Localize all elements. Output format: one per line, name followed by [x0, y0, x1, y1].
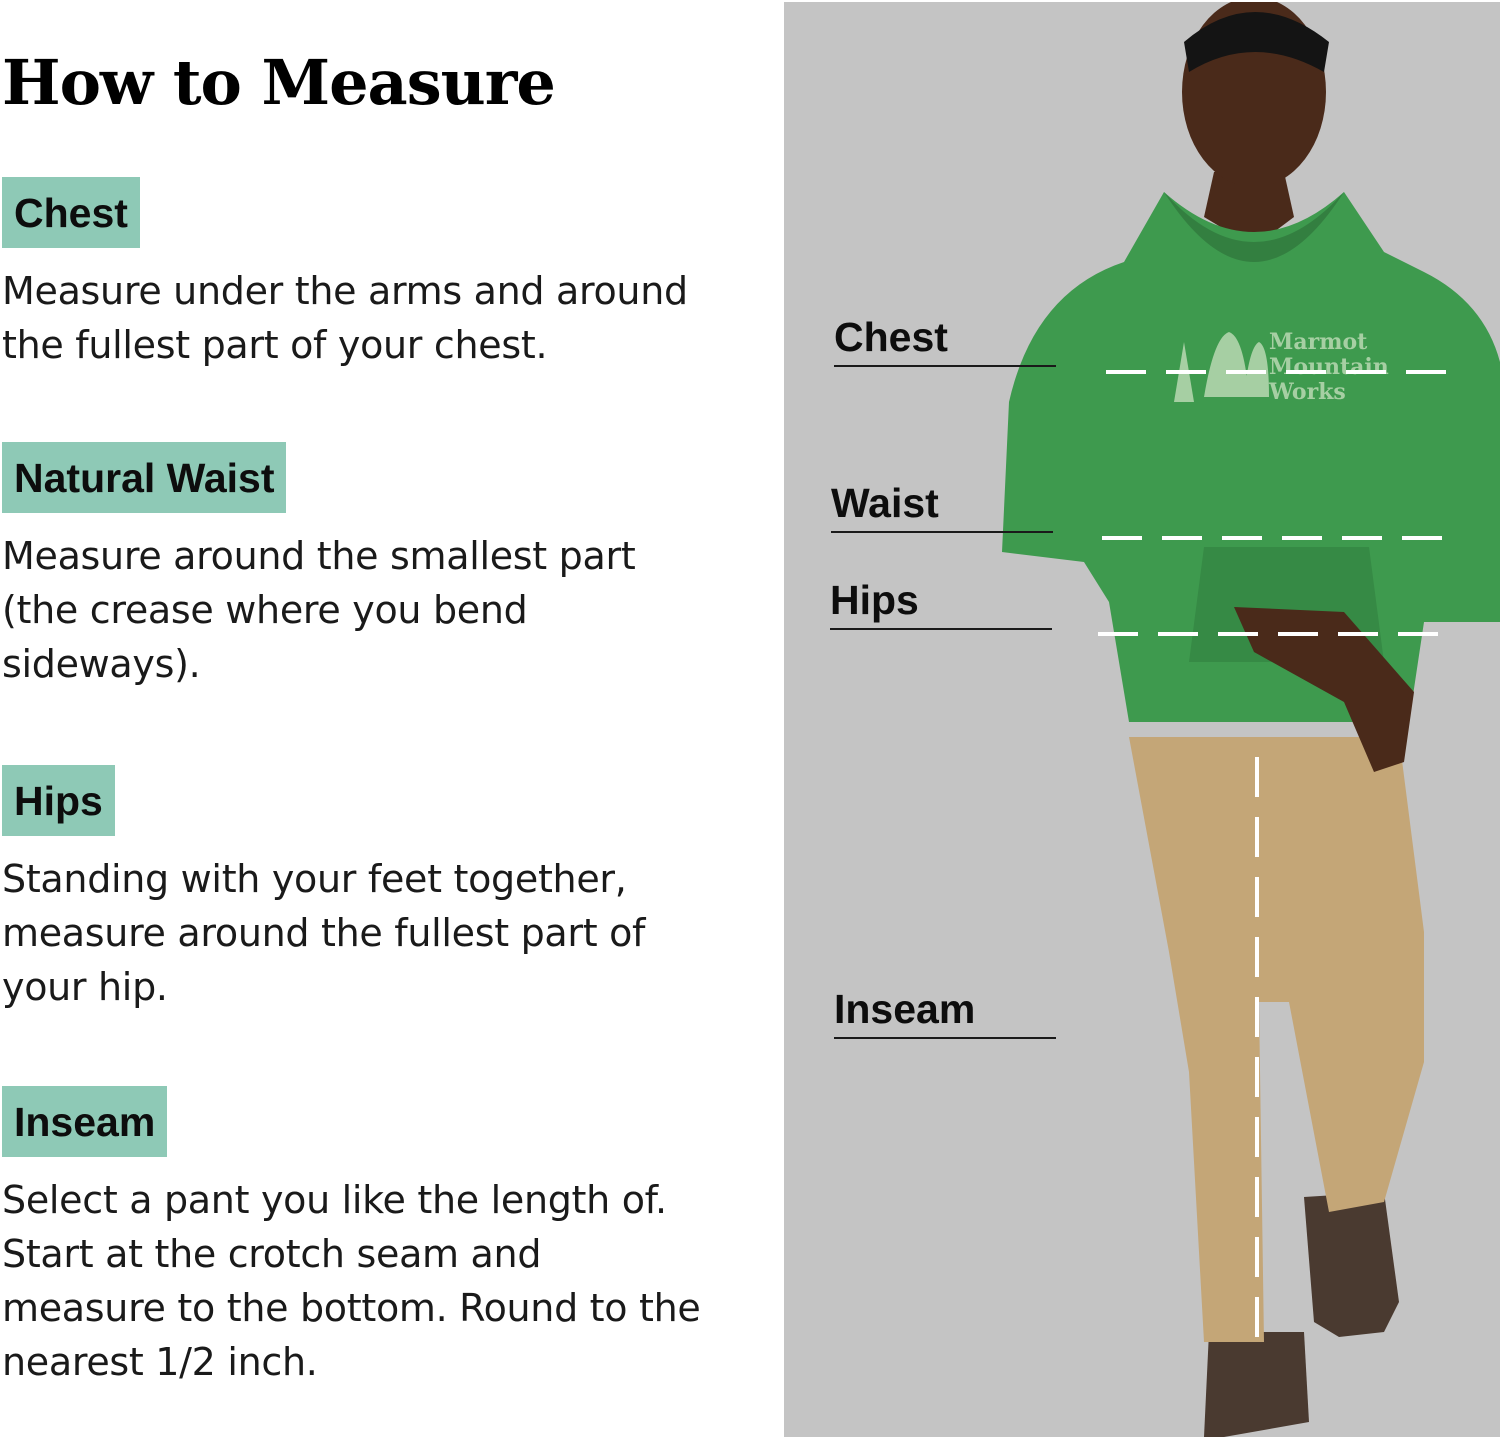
page-title: How to Measure: [2, 46, 555, 119]
section-label-hips: Hips: [2, 765, 115, 836]
print-line-2: Mountain: [1269, 354, 1389, 380]
section-label-inseam: Inseam: [2, 1086, 167, 1157]
section-label-natural-waist: Natural Waist: [2, 442, 286, 513]
section-description-hips: Standing with your feet together, measure around the fullest part of your hip.: [2, 857, 646, 1010]
diagram-label-chest: Chest: [834, 316, 1056, 367]
print-line-1: Marmot: [1269, 329, 1368, 355]
diagram-label-waist: Waist: [831, 482, 1053, 533]
section-description-chest: Measure under the arms and around the fullest part of your chest.: [2, 269, 688, 368]
section-description-inseam: Select a pant you like the length of. Start at the crotch seam and measure to the bottom. Round to the nearest 1/2 inch.: [2, 1178, 701, 1385]
model-photo-panel: [784, 2, 1500, 1437]
section-natural-waist: [2, 442, 762, 691]
diagram-label-hips: Hips: [830, 579, 1052, 630]
left-boot: [1204, 1332, 1309, 1437]
section-description-natural-waist: Measure around the smallest part (the crease where you bend sideways).: [2, 534, 636, 687]
section-hips: [2, 765, 762, 1014]
section-chest: [2, 177, 762, 372]
print-line-3: Works: [1269, 379, 1346, 405]
diagram-label-inseam: Inseam: [834, 988, 1056, 1039]
model-illustration: [784, 2, 1500, 1437]
section-inseam: [2, 1086, 762, 1389]
right-boot: [1304, 1192, 1399, 1337]
section-label-chest: Chest: [2, 177, 140, 248]
